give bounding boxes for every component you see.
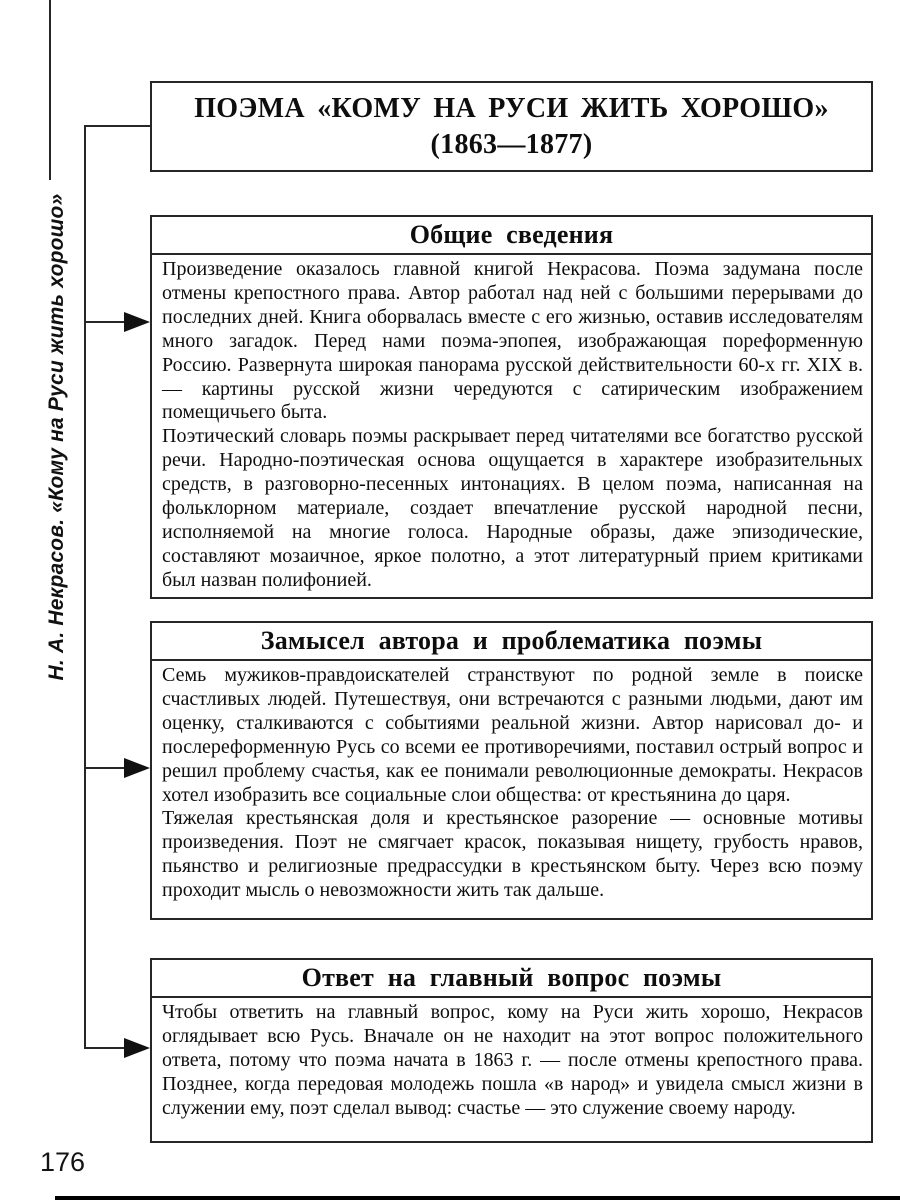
title-connector-line <box>84 125 150 127</box>
poem-years: (1863—1877) <box>430 128 593 160</box>
poem-title: ПОЭМА «КОМУ НА РУСИ ЖИТЬ ХОРОШО» <box>194 92 829 124</box>
margin-rule-line <box>49 0 51 180</box>
arrow-right-icon <box>124 312 150 332</box>
section-body <box>152 255 871 597</box>
branch-line-2 <box>85 767 126 769</box>
section-box-general-info <box>150 215 873 599</box>
flow-trunk-line <box>84 125 86 1049</box>
branch-line-3 <box>85 1047 126 1049</box>
footer-bar <box>55 1196 900 1200</box>
section-header: Ответ на главный вопрос поэмы <box>152 960 871 998</box>
paragraph: Поэтический словарь поэмы раскрывает перед читателями все богатство русской речи. Народно-поэтическая основа ощущается в характере изобразительных средств, в разговорно-песенных интонациях. В целом поэма, написанная на фольклорном материале, создает впечатление русской народной песни, исполняемой на многие голоса. Народные образы, даже эпизодические, составляют мозаичное, яркое полотно, а этот литературный прием критиками был назван полифонией. <box>162 425 863 591</box>
section-header: Замысел автора и проблематика поэмы <box>152 623 871 661</box>
paragraph: Произведение оказалось главной книгой Некрасова. Поэма задумана после отмены крепостного права. Автор работал над ней с большими перерывами до последних дней. Книга оборвалась вместе с его жизнью, оставив исследователям много загадок. Перед нами поэма-эпопея, изображающая пореформенную Россию. Развернута широкая панорама русской действительности 60-х гг. XIX в. — картины русской жизни чередуются с сатирическим изображением помещичьего быта. <box>162 258 863 424</box>
branch-line-1 <box>85 321 126 323</box>
paragraph: Чтобы ответить на главный вопрос, кому на Руси жить хорошо, Некрасов оглядывает всю Русь. Вначале он не находит на этот вопрос положительного ответа, потому что поэма начата в 1863 г. — после отмены крепостного права. Позднее, когда передовая молодежь пошла «в народ» и увидела смысл жизни в служении ему, поэт сделал вывод: счастье — это служение своему народу. <box>162 1001 863 1119</box>
paragraph: Тяжелая крестьянская доля и крестьянское разорение — основные мотивы произведения. Поэт не смягчает красок, показывая нищету, грубость нравов, пьянство и религиозные предрассудки в крестьянском быту. Через всю поэму проходит мысль о невозможности жить так дальше. <box>162 807 863 902</box>
section-box-main-question-answer <box>150 958 873 1143</box>
section-body <box>152 661 871 907</box>
sidebar-running-title: Н. А. Некрасов. «Кому на Руси жить хорошо» <box>45 193 68 681</box>
arrow-right-icon <box>124 758 150 778</box>
section-box-author-concept <box>150 621 873 920</box>
arrow-right-icon <box>124 1038 150 1058</box>
paragraph: Семь мужиков-правдоискателей странствуют по родной земле в поиске счастливых людей. Путешествуя, они встречаются с разными людьми, дают им оценку, сталкиваются с событиями реальной жизни. Автор нарисовал до- и послереформенную Русь со всеми ее противоречиями, поставил острый вопрос и решил проблему счастья, как ее понимали революционные демократы. Некрасов хотел изобразить все социальные слои общества: от крестьянина до царя. <box>162 664 863 806</box>
section-header: Общие сведения <box>152 217 871 255</box>
page-number: 176 <box>40 1147 86 1177</box>
section-body <box>152 998 871 1125</box>
title-box <box>150 81 873 172</box>
